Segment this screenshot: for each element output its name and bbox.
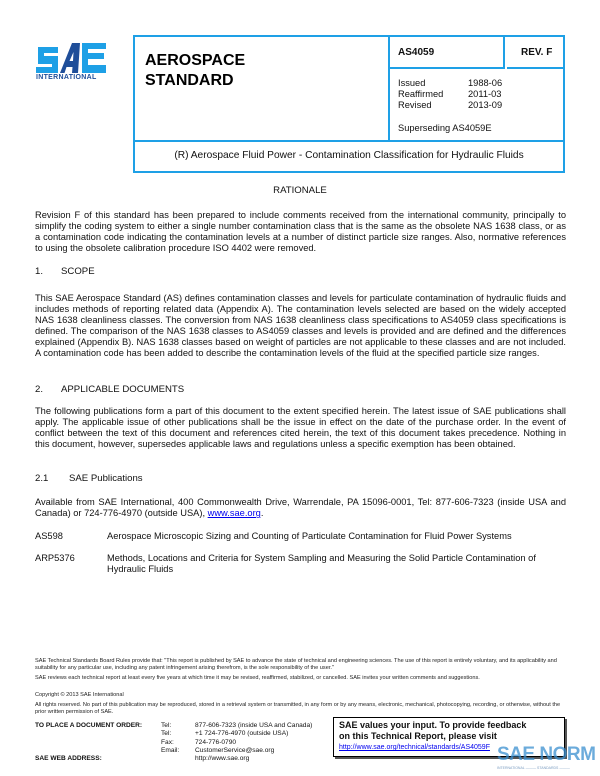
reference-item xyxy=(35,553,566,575)
section-1-text: This SAE Aerospace Standard (AS) defines contamination classes and levels for particulate contamination of hydraulic fluids and includes methods of reporting related data (Appendix A). The contamination levels selected are based on the widely accepted NAS 1638 cleanliness classes. The conversion from NAS 1638 cleanliness class specifications to AS4059 class specifications is defined. The comparison of the NAS 1638 classes to AS4059 classes and levels is provided and are defined and the differences explained (Appendix B). NAS 1638 classes based on weight of particles are not applicable to these classes and are not included. A contamination code has been added to describe the contamination levels of the fluid at the specified particle size ranges. xyxy=(35,293,566,359)
watermark: SAE NORM xyxy=(497,744,596,765)
reference-code: AS598 xyxy=(35,531,63,541)
logo-tagline: INTERNATIONAL xyxy=(36,74,97,81)
reference-item xyxy=(35,531,566,542)
document-title: (R) Aerospace Fluid Power - Contamination Classification for Hydraulic Fluids xyxy=(135,140,563,171)
web-label: SAE WEB ADDRESS: xyxy=(35,755,102,763)
date-row-reaffirmed: Reaffirmed 2011-03 xyxy=(398,89,502,99)
rationale-heading: RATIONALE xyxy=(273,185,327,196)
order-label: TO PLACE A DOCUMENT ORDER: xyxy=(35,722,143,729)
doc-dates xyxy=(398,78,502,111)
reference-code: ARP5376 xyxy=(35,553,75,563)
section-2-text: The following publications form a part of this document to the extent specified herein. The latest issue of SAE publications shall apply. The applicable issue of other publications shall be the issue in effect on the date of the purchase order. In the event of conflict between the text of this document and references cited herein, the text of this document takes precedence. Nothing in this document, however, supersedes applicable laws and regulations unless a specific exemption has been obtained. xyxy=(35,406,566,450)
feedback-box: SAE values your input. To provide feedback on this Technical Report, please visit http://www.sae.org/technical/standards/AS4059F xyxy=(333,717,565,757)
date-row-issued: Issued 1988-06 xyxy=(398,78,503,88)
revision: REV. F xyxy=(521,47,553,58)
reference-title: Methods, Locations and Criteria for System Sampling and Measuring the Solid Particle Contamination of Hydraulic Fluids xyxy=(107,553,536,574)
doc-number-cell xyxy=(390,37,505,69)
feedback-link[interactable]: http://www.sae.org/technical/standards/AS4059F xyxy=(339,744,490,751)
fax: 724-776-0790 xyxy=(195,738,237,746)
rationale-text: Revision F of this standard has been prepared to include comments received from the international community, principally to simplify the coding system to either a single number contamination class that is the same as the obsolete NAS 1638 class, or as a contamination code indicating the contamination levels at a number of distinct particle size ranges. Also, normative references to using the obsolete calibration procedure ISO 4402 were removed. xyxy=(35,210,566,254)
sae-website-link[interactable]: www.sae.org xyxy=(207,508,261,519)
doc-type-title: AEROSPACE STANDARD xyxy=(145,52,246,89)
doc-number: AS4059 xyxy=(398,47,435,58)
watermark-subtext: INTERNATIONAL ——— STANDARDS ——— xyxy=(497,766,570,770)
doc-type-cell xyxy=(135,37,390,140)
revision-cell xyxy=(507,37,563,69)
copyright-text: Copyright © 2013 SAE International xyxy=(35,692,124,698)
availability-text: Available from SAE International, 400 Commonwealth Drive, Warrendale, PA 15096-0001, Tel: 877-606-7323 (inside USA and Canada) or 724-776-4970 (outside USA), www.sae.org. xyxy=(35,497,566,519)
review-text: SAE reviews each technical report at least every five years at which time it may be revised, reaffirmed, stabilized, or cancelled. SAE invites your written comments and suggestions. xyxy=(35,675,480,681)
subsection-2-1-heading: 2.1 SAE Publications xyxy=(35,473,143,484)
date-row-revised: Revised 2013-09 xyxy=(398,100,503,110)
rights-text: All rights reserved. No part of this publication may be reproduced, stored in a retrieval system or transmitted, in any form or by any means, electronic, mechanical, photocopying, recording, or otherwise, without the prior written permission of SAE. xyxy=(35,702,561,715)
email[interactable]: CustomerService@sae.org xyxy=(195,746,275,754)
web-address[interactable]: http://www.sae.org xyxy=(195,755,250,763)
section-2-heading: 2. APPLICABLE DOCUMENTS xyxy=(35,384,185,395)
superseding-note: Superseding AS4059E xyxy=(398,123,492,133)
document-header-box xyxy=(133,35,565,173)
disclaimer-text: SAE Technical Standards Board Rules provide that: "This report is published by SAE to advance the state of technical and engineering sciences. The use of this report is entirely voluntary, and its applicability and suitability for any particular use, including any patent infringement arising therefrom, is the sole responsibility of the user." xyxy=(35,658,557,671)
section-1-heading: 1. SCOPE xyxy=(35,266,95,277)
phone-intl: +1 724-776-4970 (outside USA) xyxy=(195,730,289,738)
phone-usa: 877-606-7323 (inside USA and Canada) xyxy=(195,722,313,729)
reference-title: Aerospace Microscopic Sizing and Counting of Particulate Contamination for Fluid Power Systems xyxy=(107,531,512,541)
